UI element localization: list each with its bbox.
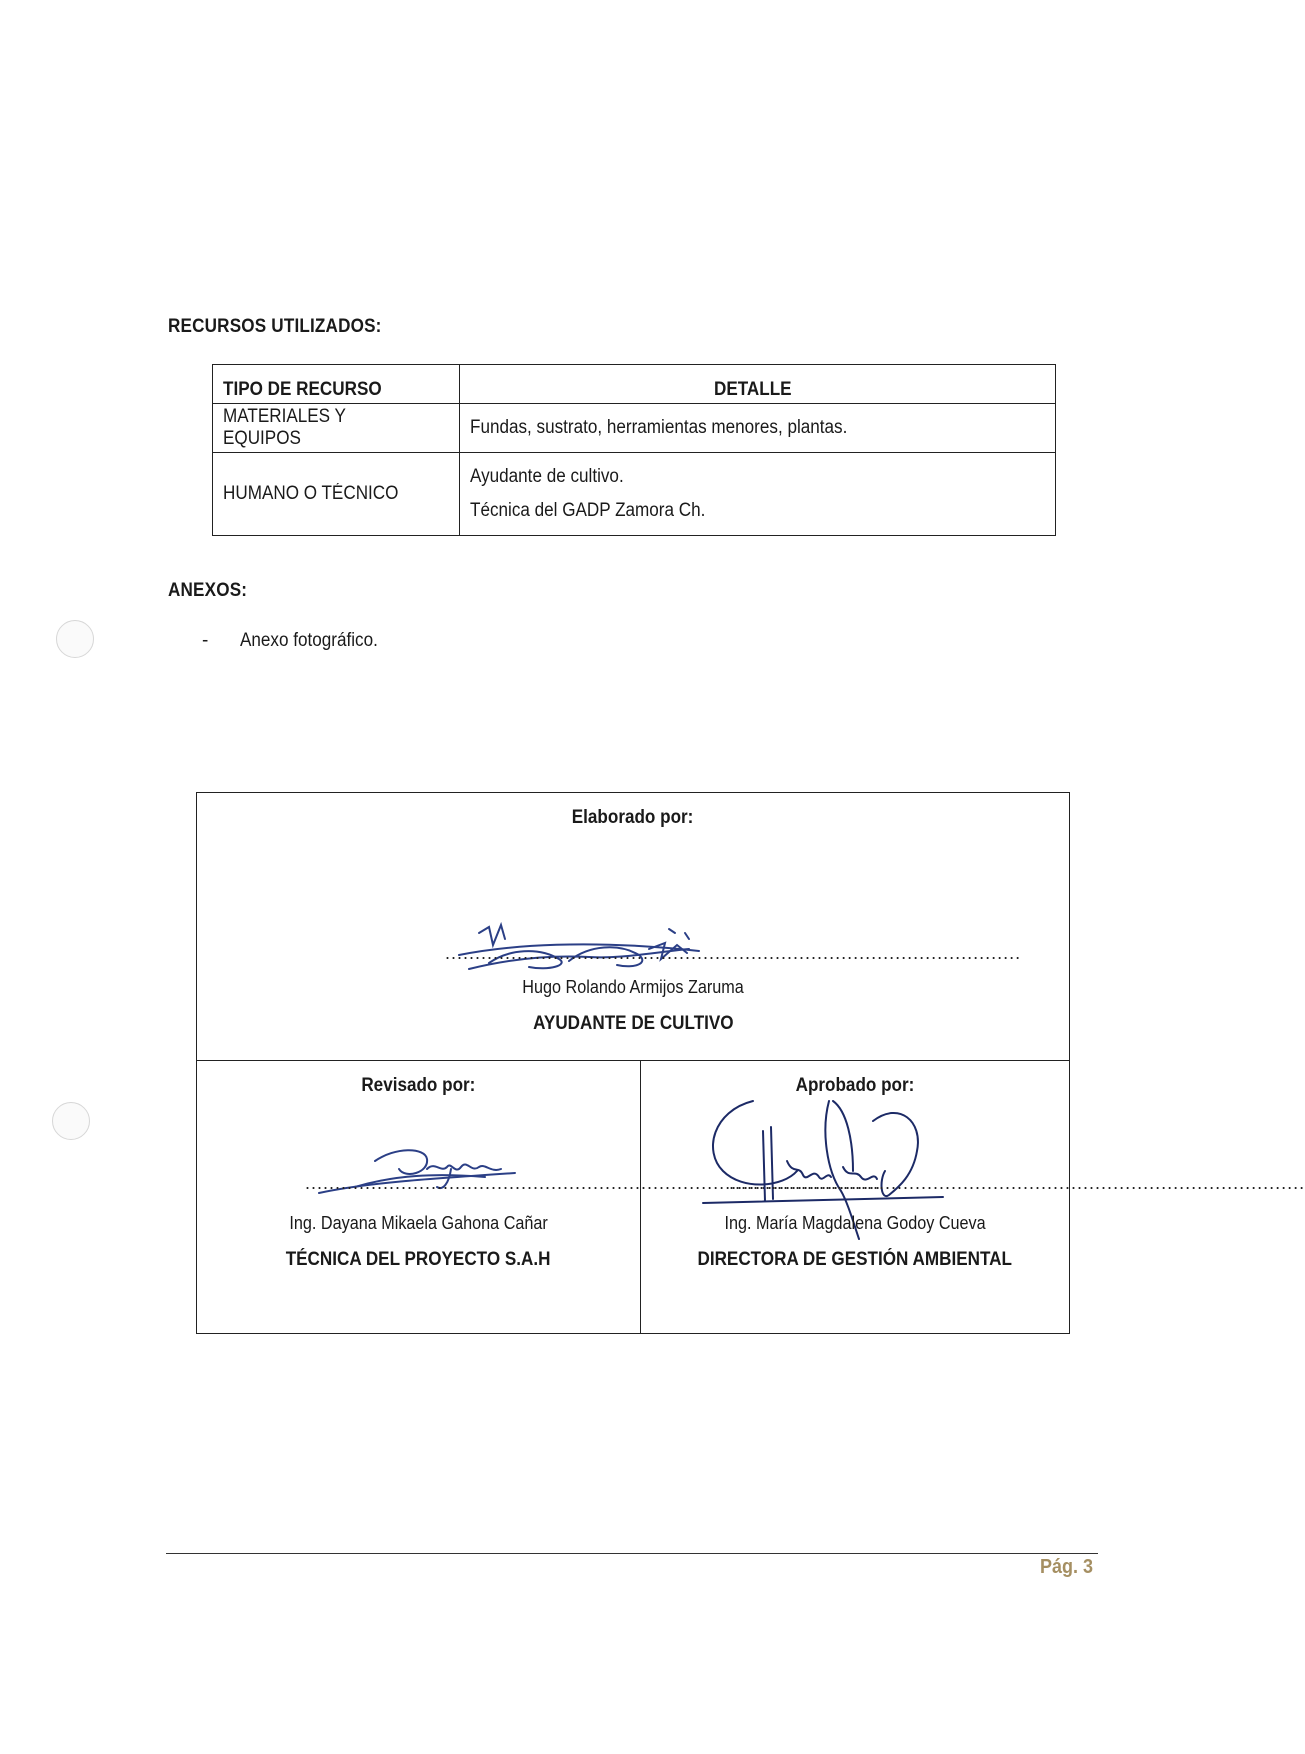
punch-hole-bottom	[52, 1102, 90, 1140]
prepared-by-role: AYUDANTE DE CULTIVO	[532, 1013, 734, 1034]
reviewed-by-role: TÉCNICA DEL PROYECTO S.A.H	[286, 1249, 551, 1270]
table-header-row	[213, 365, 1056, 404]
resources-heading: RECURSOS UTILIZADOS:	[168, 316, 382, 337]
resource-detail-cell: Ayudante de cultivo. Técnica del GADP Zamora Ch.	[460, 453, 1056, 536]
footer-divider	[166, 1553, 1098, 1554]
resource-detail-cell: Fundas, sustrato, herramientas menores, plantas.	[460, 404, 1056, 453]
prepared-by-name: Hugo Rolando Armijos Zaruma	[522, 977, 744, 997]
reviewed-signature-line: ................................................................................................	[305, 1173, 882, 1193]
table-header-type: TIPO DE RECURSO	[213, 365, 460, 404]
approved-signature-line: ................................................................................................	[729, 1173, 1305, 1193]
resources-table	[212, 364, 1056, 536]
approved-by-role: DIRECTORA DE GESTIÓN AMBIENTAL	[697, 1249, 1013, 1270]
punch-hole-top	[56, 620, 94, 658]
table-row	[213, 404, 1056, 453]
prepared-by-section	[197, 793, 1069, 1061]
table-header-detail: DETALLE	[460, 365, 1056, 404]
page-number: Pág. 3	[1040, 1556, 1094, 1578]
resource-type-cell: HUMANO O TÉCNICO	[213, 453, 460, 536]
prepared-by-caption: Elaborado por:	[572, 807, 694, 828]
reviewed-by-name: Ing. Dayana Mikaela Gahona Cañar	[289, 1213, 548, 1233]
approved-by-section	[641, 1061, 1305, 1333]
approved-by-caption: Aprobado por:	[795, 1075, 915, 1096]
annexes-heading: ANEXOS:	[168, 580, 248, 601]
table-row	[213, 453, 1056, 536]
annex-bullet: -	[202, 630, 209, 651]
prepared-signature-line: ................................................................................................	[445, 943, 1022, 963]
annex-item: Anexo fotográfico.	[240, 630, 378, 651]
reviewed-by-caption: Revisado por:	[361, 1075, 476, 1096]
resource-type-cell: MATERIALES Y EQUIPOS	[213, 404, 460, 453]
approved-by-name: Ing. María Magdalena Godoy Cueva	[724, 1213, 986, 1233]
signature-block	[196, 792, 1305, 1334]
